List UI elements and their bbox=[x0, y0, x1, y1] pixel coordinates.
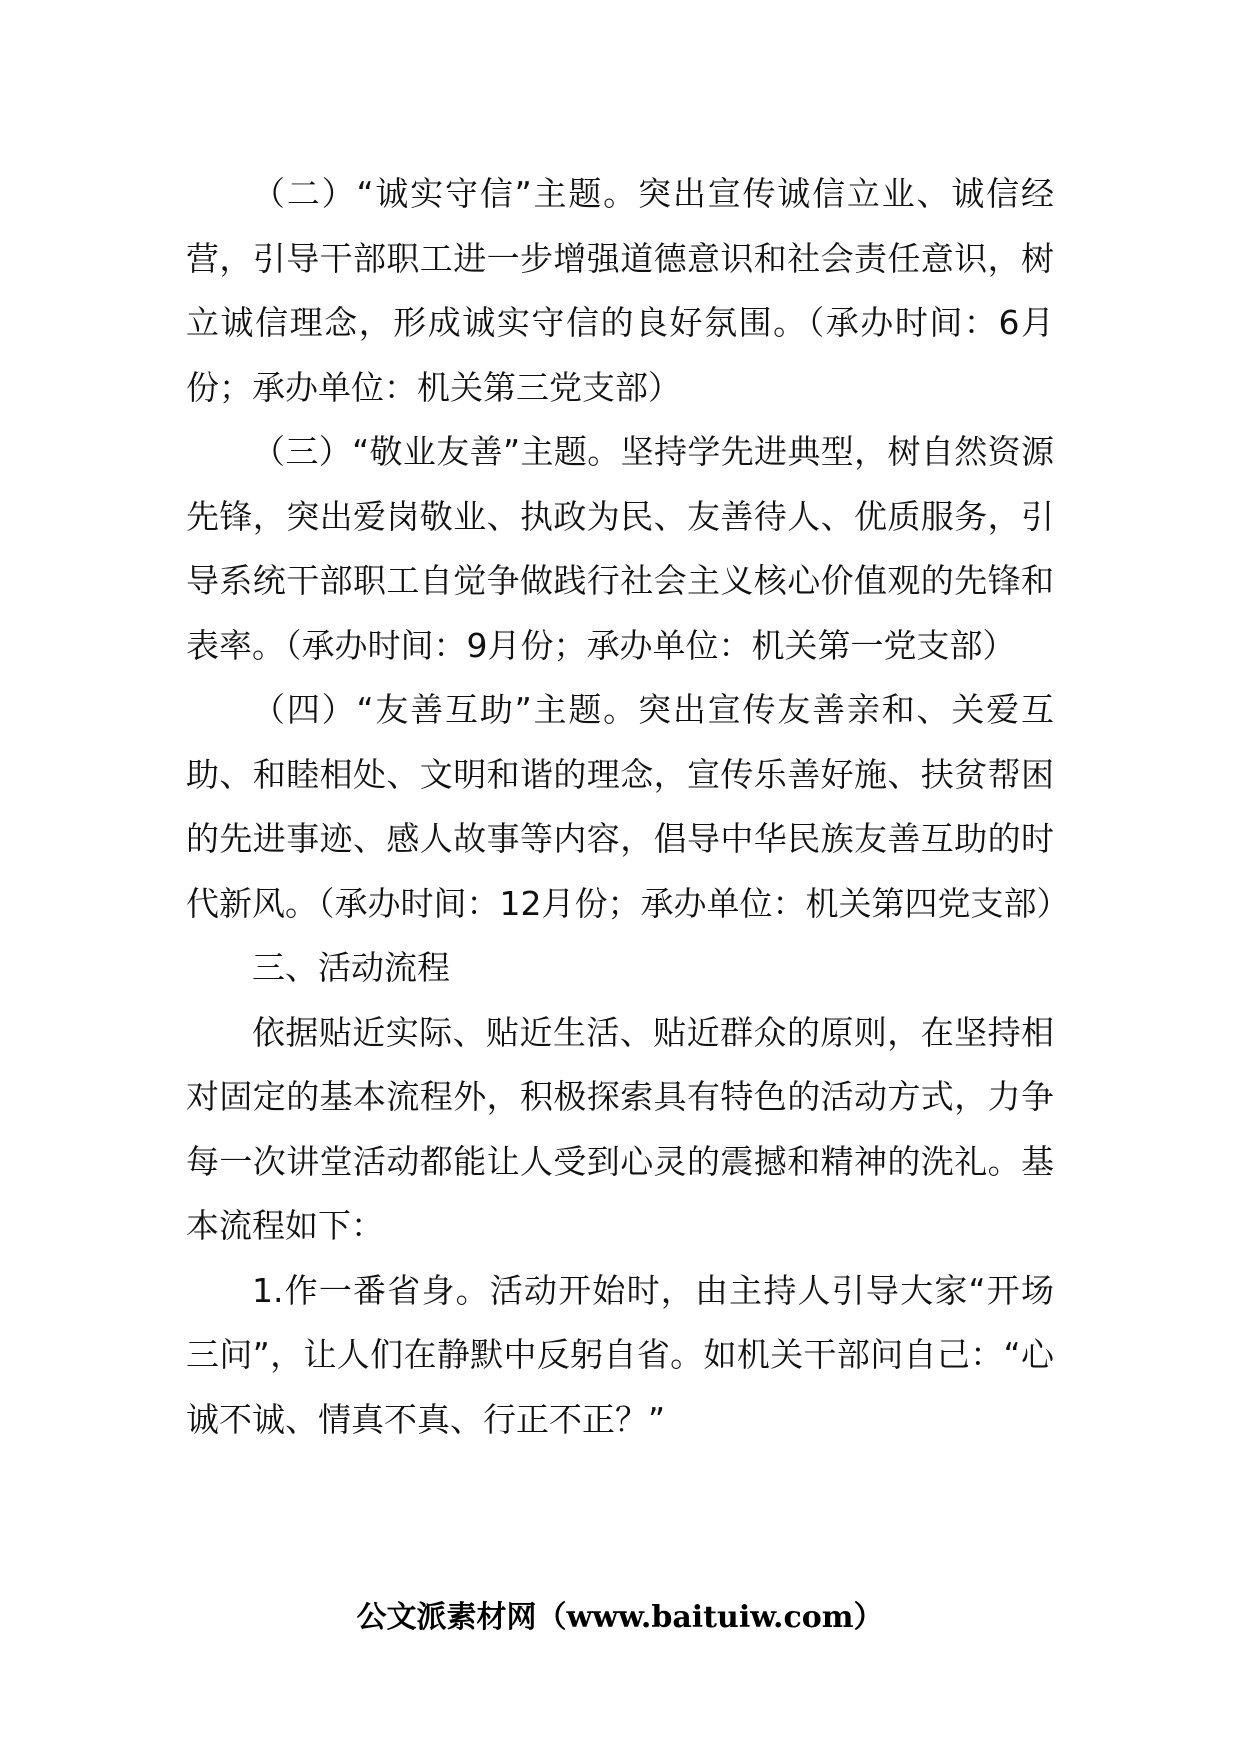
paragraph-mutual-aid-theme: （四）“友善互助”主题。突出宣传友善亲和、关爱互助、和睦相处、文明和谐的理念，宣传乐善好施、扶贫帮困的先进事迹、感人故事等内容，倡导中华民族友善互助的时代新风。（承办时间：12月份；承办单位：机关第四党支部） bbox=[186, 690, 1070, 923]
paragraph-dedication-theme: （三）“敬业友善”主题。坚持学先进典型，树自然资源先锋，突出爱岗敬业、执政为民、友善待人、优质服务，引导系统干部职工自觉争做践行社会主义核心价值观的先锋和表率。（承办时间：9月份；承办单位：机关第一党支部） bbox=[186, 432, 1054, 665]
footer-watermark: 公文派素材网（www.baituiw.com） bbox=[356, 1600, 884, 1635]
paragraph-process-intro: 依据贴近实际、贴近生活、贴近群众的原则，在坚持相对固定的基本流程外，积极探索具有特色的活动方式，力争每一次讲堂活动都能让人受到心灵的震撼和精神的洗礼。基本流程如下： bbox=[186, 1012, 1054, 1245]
document-body bbox=[186, 162, 1070, 1452]
paragraph-step-one: 1.作一番省身。活动开始时，由主持人引导大家“开场三问”，让人们在静默中反躬自省。如机关干部问自己：“心诚不诚、情真不真、行正不正？” bbox=[186, 1270, 1054, 1439]
paragraph-honesty-theme: （二）“诚实守信”主题。突出宣传诚信立业、诚信经营，引导干部职工进一步增强道德意识和社会责任意识，树立诚信理念，形成诚实守信的良好氛围。（承办时间：6月份；承办单位：机关第三党支部） bbox=[186, 174, 1054, 407]
section-heading-activity-process: 三、活动流程 bbox=[252, 948, 450, 987]
